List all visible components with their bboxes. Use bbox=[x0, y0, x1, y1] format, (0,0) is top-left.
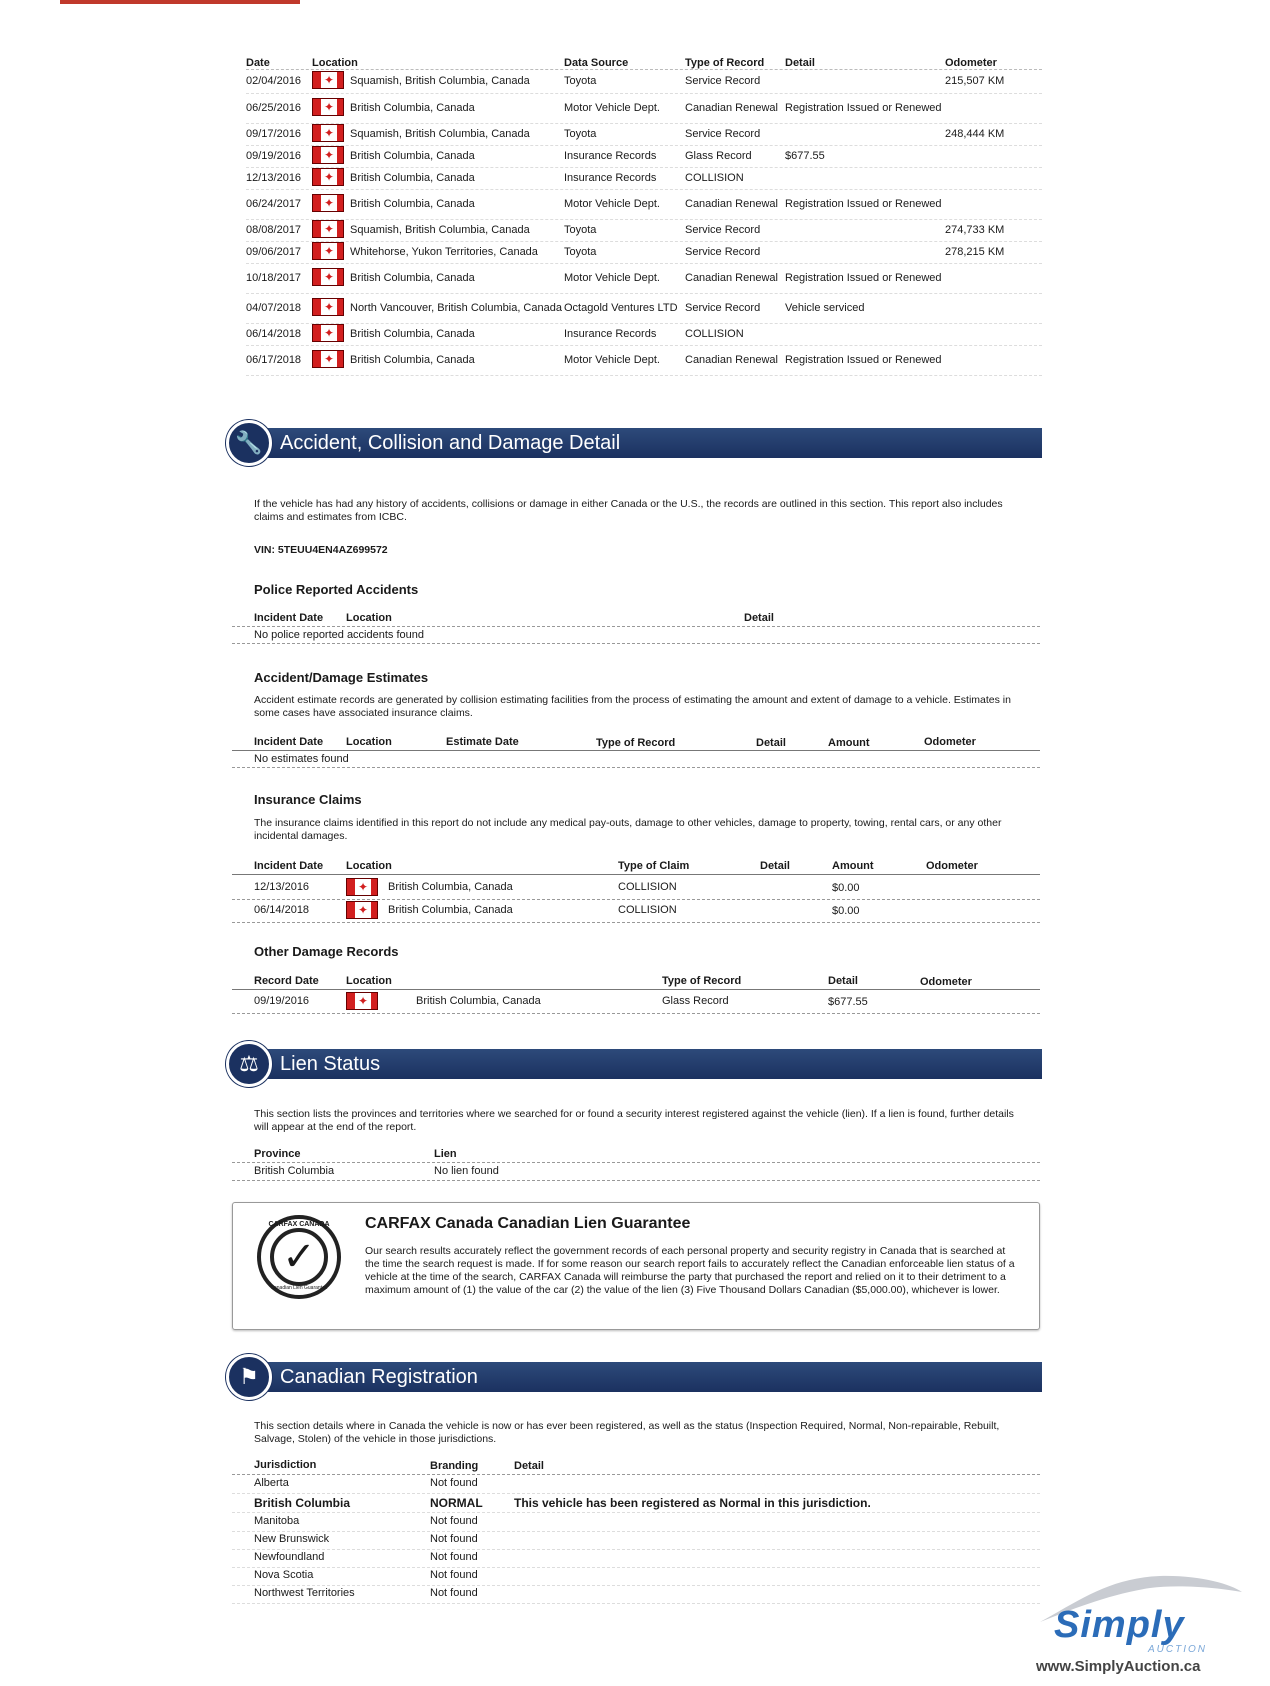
canada-flag-icon bbox=[312, 168, 344, 186]
claim-location: British Columbia, Canada bbox=[388, 881, 513, 893]
divider bbox=[232, 1603, 1040, 1604]
flag-cell bbox=[312, 98, 350, 120]
row-location: British Columbia, Canada bbox=[350, 354, 475, 366]
row-type: Service Record bbox=[685, 75, 761, 87]
row-type: Service Record bbox=[685, 246, 761, 258]
logo-word: Simply bbox=[1054, 1604, 1185, 1646]
estimates-intro: Accident estimate records are generated by collision estimating facilities from the process of estimating the amount and extent of damage to a vehicle. Estimates in some cases have associated insurance claims. bbox=[254, 694, 1011, 719]
divider bbox=[232, 767, 1040, 768]
row-odometer: 248,444 KM bbox=[945, 128, 1005, 140]
row-type: Canadian Renewal bbox=[685, 198, 778, 210]
police-header-date: Incident Date bbox=[254, 612, 324, 624]
canada-flag-icon bbox=[312, 98, 344, 116]
row-date: 09/19/2016 bbox=[246, 150, 302, 162]
claim-location: British Columbia, Canada bbox=[388, 904, 513, 916]
row-location: North Vancouver, British Columbia, Canada bbox=[350, 302, 562, 314]
row-source: Insurance Records bbox=[564, 328, 657, 340]
other-date: 09/19/2016 bbox=[254, 995, 310, 1007]
history-row bbox=[246, 190, 1042, 220]
row-location: British Columbia, Canada bbox=[350, 198, 475, 210]
row-type: Canadian Renewal bbox=[685, 272, 778, 284]
row-source: Motor Vehicle Dept. bbox=[564, 354, 660, 366]
row-source: Insurance Records bbox=[564, 172, 657, 184]
flag-cell bbox=[312, 168, 350, 190]
reg-header-branding: Branding bbox=[430, 1460, 479, 1472]
seal-top-text: CARFAX CANADA bbox=[268, 1221, 330, 1228]
logo-url: www.SimplyAuction.ca bbox=[1036, 1658, 1201, 1675]
row-source: Toyota bbox=[564, 224, 597, 236]
divider bbox=[232, 874, 1040, 875]
claims-header-odometer: Odometer bbox=[926, 860, 978, 872]
other-location: British Columbia, Canada bbox=[416, 995, 541, 1007]
divider bbox=[232, 1180, 1040, 1181]
lien-section-bar bbox=[230, 1049, 1042, 1079]
registration-section-bar bbox=[230, 1362, 1042, 1392]
flag-cell bbox=[312, 124, 350, 146]
flag-cell bbox=[312, 71, 350, 93]
estimates-title: Accident/Damage Estimates bbox=[254, 670, 429, 685]
reg-jurisdiction: New Brunswick bbox=[254, 1533, 330, 1545]
lien-province: British Columbia bbox=[254, 1165, 335, 1177]
lien-header-province: Province bbox=[254, 1148, 301, 1160]
row-source: Toyota bbox=[564, 246, 597, 258]
wrench-icon: 🔧 bbox=[226, 420, 272, 466]
logo-sub: AUCTION bbox=[1148, 1644, 1207, 1655]
row-date: 06/17/2018 bbox=[246, 354, 302, 366]
other-detail: $677.55 bbox=[828, 996, 868, 1008]
claim-date: 06/14/2018 bbox=[254, 904, 310, 916]
history-row bbox=[246, 220, 1042, 242]
guarantee-seal bbox=[257, 1215, 341, 1299]
row-odometer: 274,733 KM bbox=[945, 224, 1005, 236]
history-header bbox=[246, 56, 1042, 70]
flag-icon: ⚑ bbox=[226, 1354, 272, 1400]
row-location: Squamish, British Columbia, Canada bbox=[350, 128, 530, 140]
row-type: Canadian Renewal bbox=[685, 102, 778, 114]
divider bbox=[232, 1013, 1040, 1014]
header-type: Type of Record bbox=[685, 56, 765, 69]
history-row bbox=[246, 70, 1042, 94]
reg-branding: Not found bbox=[430, 1477, 478, 1489]
est-empty: No estimates found bbox=[254, 753, 349, 765]
divider bbox=[232, 626, 1040, 627]
est-header-type: Type of Record bbox=[596, 737, 676, 749]
row-source: Motor Vehicle Dept. bbox=[564, 272, 660, 284]
reg-header-detail: Detail bbox=[514, 1460, 544, 1472]
divider bbox=[232, 1549, 1040, 1550]
canada-flag-icon bbox=[312, 194, 344, 212]
row-detail: $677.55 bbox=[785, 150, 825, 162]
canada-flag-icon bbox=[346, 878, 378, 896]
canada-flag-icon bbox=[312, 242, 344, 260]
accident-section-title: Accident, Collision and Damage Detail bbox=[280, 432, 621, 454]
police-header-detail: Detail bbox=[744, 612, 774, 624]
est-header-date: Incident Date bbox=[254, 736, 324, 748]
divider bbox=[232, 643, 1040, 644]
row-location: British Columbia, Canada bbox=[350, 150, 475, 162]
divider bbox=[232, 1493, 1040, 1494]
reg-jurisdiction: Newfoundland bbox=[254, 1551, 325, 1563]
history-row bbox=[246, 264, 1042, 294]
row-location: British Columbia, Canada bbox=[350, 172, 475, 184]
history-row bbox=[246, 294, 1042, 324]
flag-cell bbox=[312, 146, 350, 168]
guarantee-body: Our search results accurately reflect the government records of each personal property and security registry in Canada that is searched at the time the search request is made. If for some reason our search report fails to accurately reflect the Canadian enforceable lien status of a vehicle at the time of the search, CARFAX Canada will reimburse the party that purchased the report and relied on it to their detriment to a maximum amount of (1) the value of the car (2) the value of the lien (3) Five Thousand Dollars Canadian ($5,000.00), whichever is lower. bbox=[365, 1245, 1015, 1296]
row-detail: Vehicle serviced bbox=[785, 302, 865, 314]
divider bbox=[232, 1474, 1040, 1475]
claim-type: COLLISION bbox=[618, 904, 677, 916]
canada-flag-icon bbox=[312, 146, 344, 164]
police-header-location: Location bbox=[346, 612, 392, 624]
header-source: Data Source bbox=[564, 56, 629, 69]
row-date: 09/06/2017 bbox=[246, 246, 302, 258]
reg-jurisdiction: Nova Scotia bbox=[254, 1569, 314, 1581]
claim-type: COLLISION bbox=[618, 881, 677, 893]
row-detail: Registration Issued or Renewed bbox=[785, 354, 942, 366]
simply-auction-logo bbox=[1030, 1570, 1260, 1680]
claims-header-detail: Detail bbox=[760, 860, 790, 872]
row-detail: Registration Issued or Renewed bbox=[785, 198, 942, 210]
history-table bbox=[246, 56, 1042, 376]
canada-flag-icon bbox=[346, 901, 378, 919]
row-type: Service Record bbox=[685, 302, 761, 314]
canada-flag-icon bbox=[312, 220, 344, 238]
reg-branding: Not found bbox=[430, 1533, 478, 1545]
est-header-detail: Detail bbox=[756, 737, 786, 749]
gavel-icon: ⚖ bbox=[226, 1041, 272, 1087]
reg-jurisdiction: Manitoba bbox=[254, 1515, 300, 1527]
registration-intro: This section details where in Canada the vehicle is now or has ever been registered, as well as the status (Inspection Required, Normal, Non-repairable, Rebuilt, Salvage, Stolen) of the vehicle in those jurisdictions. bbox=[254, 1420, 1000, 1445]
row-location: British Columbia, Canada bbox=[350, 328, 475, 340]
row-date: 06/14/2018 bbox=[246, 328, 302, 340]
row-date: 12/13/2016 bbox=[246, 172, 302, 184]
reg-jurisdiction: Alberta bbox=[254, 1477, 289, 1489]
row-date: 09/17/2016 bbox=[246, 128, 302, 140]
lien-intro: This section lists the provinces and territories where we searched for or found a security interest registered against the vehicle (lien). If a lien is found, further details will appear at the end of the report. bbox=[254, 1108, 1014, 1133]
lien-guarantee-box bbox=[232, 1202, 1040, 1330]
row-detail: Registration Issued or Renewed bbox=[785, 102, 942, 114]
row-type: Service Record bbox=[685, 128, 761, 140]
header-detail: Detail bbox=[785, 56, 815, 69]
row-odometer: 215,507 KM bbox=[945, 75, 1005, 87]
other-header-date: Record Date bbox=[254, 975, 319, 987]
history-row bbox=[246, 324, 1042, 346]
lien-header-lien: Lien bbox=[434, 1148, 457, 1160]
history-row bbox=[246, 146, 1042, 168]
row-source: Motor Vehicle Dept. bbox=[564, 198, 660, 210]
row-source: Toyota bbox=[564, 75, 597, 87]
canada-flag-icon bbox=[312, 350, 344, 368]
canada-flag-icon bbox=[312, 324, 344, 342]
divider bbox=[232, 1585, 1040, 1586]
history-row bbox=[246, 168, 1042, 190]
flag-cell bbox=[312, 268, 350, 290]
seal-bottom-text: Canadian Lien Guarantee bbox=[270, 1285, 328, 1291]
canada-flag-icon bbox=[346, 992, 378, 1010]
est-header-location: Location bbox=[346, 736, 392, 748]
flag-cell bbox=[312, 350, 350, 372]
history-row bbox=[246, 346, 1042, 376]
divider bbox=[232, 922, 1040, 923]
row-type: COLLISION bbox=[685, 172, 744, 184]
lien-status: No lien found bbox=[434, 1165, 499, 1177]
canada-flag-icon bbox=[312, 71, 344, 89]
claims-header-amount: Amount bbox=[832, 860, 874, 872]
divider bbox=[232, 989, 1040, 990]
divider bbox=[232, 1512, 1040, 1513]
police-empty: No police reported accidents found bbox=[254, 629, 424, 641]
guarantee-title: CARFAX Canada Canadian Lien Guarantee bbox=[365, 1215, 691, 1232]
divider bbox=[232, 899, 1040, 900]
divider bbox=[232, 1567, 1040, 1568]
est-header-estdate: Estimate Date bbox=[446, 736, 519, 748]
reg-detail: This vehicle has been registered as Normal in this jurisdiction. bbox=[514, 1496, 871, 1510]
header-date: Date bbox=[246, 56, 270, 69]
header-odometer: Odometer bbox=[945, 56, 997, 69]
row-location: Squamish, British Columbia, Canada bbox=[350, 224, 530, 236]
flag-cell bbox=[312, 220, 350, 242]
registration-section-title: Canadian Registration bbox=[280, 1366, 478, 1388]
other-header-type: Type of Record bbox=[662, 975, 742, 987]
divider bbox=[232, 1162, 1040, 1163]
history-rows bbox=[246, 70, 1042, 376]
row-source: Insurance Records bbox=[564, 150, 657, 162]
canada-flag-icon bbox=[312, 298, 344, 316]
row-odometer: 278,215 KM bbox=[945, 246, 1005, 258]
top-accent-bar bbox=[60, 0, 300, 4]
est-header-odometer: Odometer bbox=[924, 736, 976, 748]
canada-flag-icon bbox=[312, 268, 344, 286]
row-type: Service Record bbox=[685, 224, 761, 236]
row-date: 08/08/2017 bbox=[246, 224, 302, 236]
reg-branding: Not found bbox=[430, 1569, 478, 1581]
row-type: COLLISION bbox=[685, 328, 744, 340]
header-location: Location bbox=[312, 56, 358, 69]
lien-section-title: Lien Status bbox=[280, 1053, 381, 1075]
claims-intro: The insurance claims identified in this report do not include any medical pay-outs, damage to other vehicles, damage to property, towing, rental cars, or any other incidental damages. bbox=[254, 817, 1002, 842]
checkmark-icon: ✓ bbox=[270, 1228, 328, 1286]
reg-branding: Not found bbox=[430, 1551, 478, 1563]
reg-branding: Not found bbox=[430, 1587, 478, 1599]
other-title: Other Damage Records bbox=[254, 944, 399, 959]
divider bbox=[232, 750, 1040, 751]
est-header-amount: Amount bbox=[828, 737, 870, 749]
flag-cell bbox=[312, 242, 350, 264]
canada-flag-icon bbox=[312, 124, 344, 142]
claim-date: 12/13/2016 bbox=[254, 881, 310, 893]
row-date: 02/04/2016 bbox=[246, 75, 302, 87]
history-row bbox=[246, 124, 1042, 146]
row-location: Squamish, British Columbia, Canada bbox=[350, 75, 530, 87]
row-source: Motor Vehicle Dept. bbox=[564, 102, 660, 114]
claim-amount: $0.00 bbox=[832, 882, 860, 894]
history-row bbox=[246, 242, 1042, 264]
flag-cell bbox=[312, 194, 350, 216]
claims-header-date: Incident Date bbox=[254, 860, 324, 872]
row-detail: Registration Issued or Renewed bbox=[785, 272, 942, 284]
other-header-odometer: Odometer bbox=[920, 976, 972, 988]
row-location: British Columbia, Canada bbox=[350, 102, 475, 114]
reg-jurisdiction: British Columbia bbox=[254, 1496, 351, 1510]
vin-text: VIN: 5TEUU4EN4AZ699572 bbox=[254, 544, 388, 556]
claims-header-location: Location bbox=[346, 860, 392, 872]
history-row bbox=[246, 94, 1042, 124]
row-type: Glass Record bbox=[685, 150, 752, 162]
other-header-location: Location bbox=[346, 975, 392, 987]
flag-cell bbox=[312, 298, 350, 320]
row-location: British Columbia, Canada bbox=[350, 272, 475, 284]
row-date: 06/24/2017 bbox=[246, 198, 302, 210]
row-date: 10/18/2017 bbox=[246, 272, 302, 284]
reg-branding: Not found bbox=[430, 1515, 478, 1527]
divider bbox=[232, 1531, 1040, 1532]
reg-jurisdiction: Northwest Territories bbox=[254, 1587, 355, 1599]
flag-cell bbox=[312, 324, 350, 346]
row-date: 04/07/2018 bbox=[246, 302, 302, 314]
row-source: Toyota bbox=[564, 128, 597, 140]
other-type: Glass Record bbox=[662, 995, 729, 1007]
accident-section-bar bbox=[230, 428, 1042, 458]
other-header-detail: Detail bbox=[828, 975, 858, 987]
reg-branding: NORMAL bbox=[430, 1496, 483, 1510]
row-source: Octagold Ventures LTD bbox=[564, 302, 678, 314]
claims-title: Insurance Claims bbox=[254, 792, 362, 807]
reg-header-jurisdiction: Jurisdiction bbox=[254, 1459, 317, 1471]
row-location: Whitehorse, Yukon Territories, Canada bbox=[350, 246, 538, 258]
claim-amount: $0.00 bbox=[832, 905, 860, 917]
accident-intro: If the vehicle has had any history of accidents, collisions or damage in either Canada or the U.S., the records are outlined in this section. This report also includes claims and estimates from ICBC. bbox=[254, 498, 1003, 523]
row-type: Canadian Renewal bbox=[685, 354, 778, 366]
claims-header-type: Type of Claim bbox=[618, 860, 690, 872]
row-date: 06/25/2016 bbox=[246, 102, 302, 114]
police-title: Police Reported Accidents bbox=[254, 582, 419, 597]
